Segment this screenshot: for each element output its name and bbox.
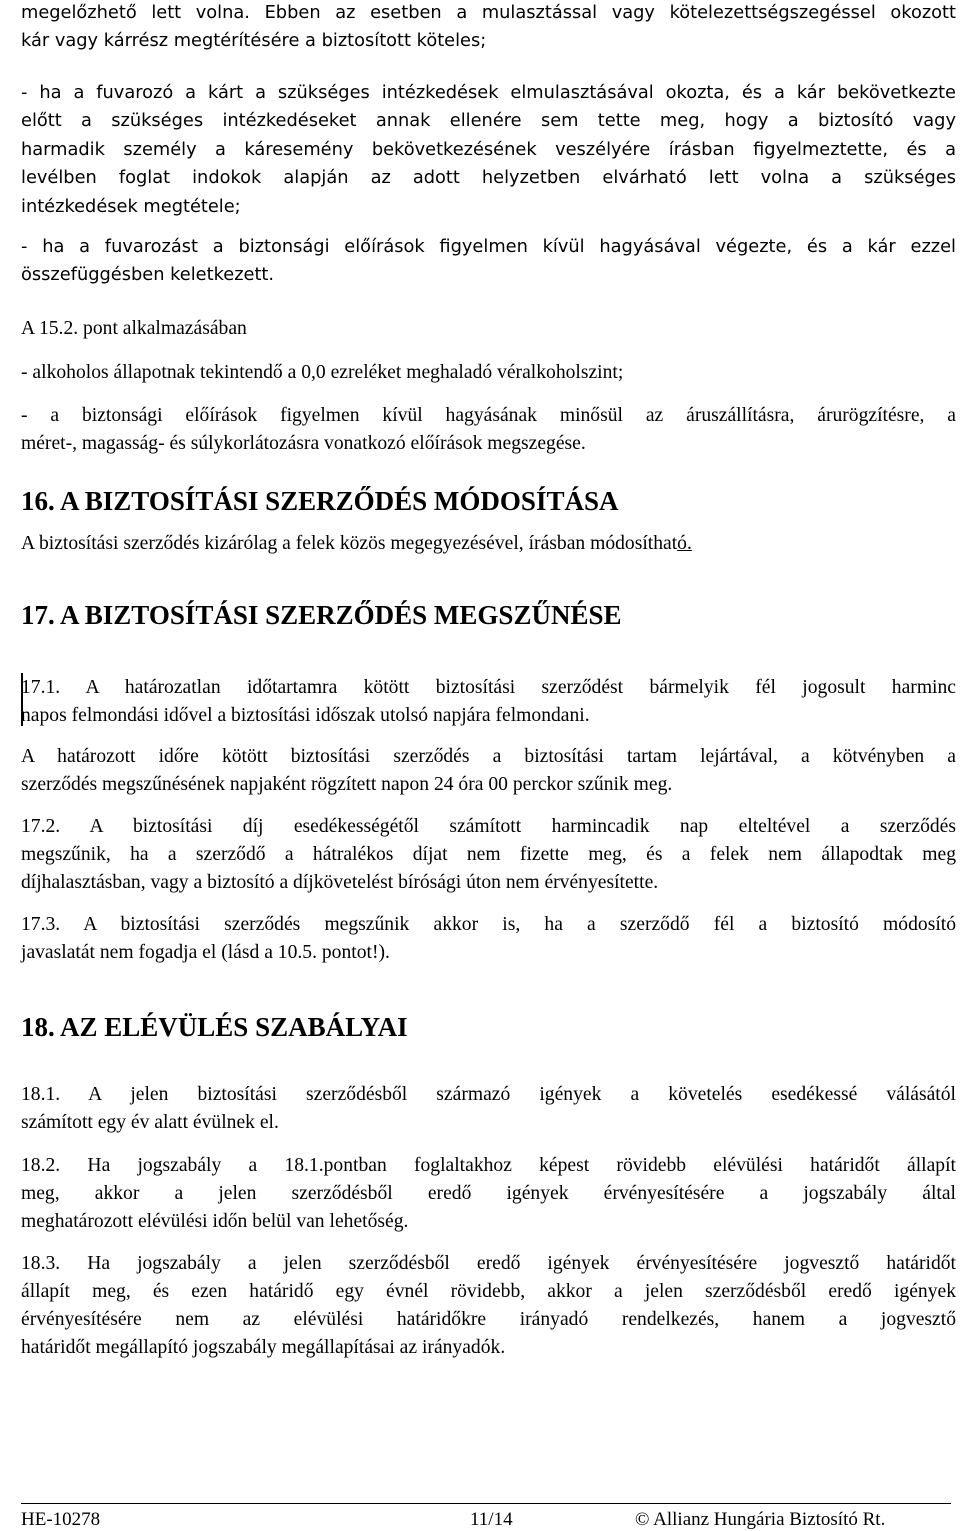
paragraph-line: harmadik személy a káresemény bekövetkezésének veszélyére írásban figyelmeztette, és a [21,139,956,160]
list-item: - a biztonsági előírások figyelmen kívül hagyásának minősül az áruszállításra, árurögzítésre, a [21,405,956,426]
paragraph-line: napos felmondási idővel a biztosítási időszak utolsó napjára felmondani. [21,705,590,726]
section-17-heading: 17. A BIZTOSÍTÁSI SZERZŐDÉS MEGSZŰNÉSE [21,600,622,630]
footer-doc-code: HE-10278 [21,1509,101,1530]
section-16-text-main: A biztosítási szerződés kizárólag a felek közös megegyezésével, írásban módosíthat [21,533,678,554]
paragraph-line: meg, akkor a jelen szerződésből eredő igények érvényesítésére a jogszabály által [21,1183,956,1204]
paragraph-line: megelőzhető lett volna. Ebben az esetben a mulasztással vagy kötelezettségszegéssel okozott [21,2,956,23]
paragraph-line: előtt a szükséges intézkedéseket annak ellenére sem tette meg, hogy a biztosító vagy [21,110,956,131]
paragraph-line: javaslatát nem fogadja el (lásd a 10.5. pontot!). [21,942,390,963]
paragraph-line: állapít meg, és ezen határidő egy évnél rövidebb, akkor a jelen szerződésből eredő igények [21,1281,956,1302]
paragraph-line: meghatározott elévülési időn belül van lehetőség. [21,1211,409,1232]
paragraph-line: kár vagy kárrész megtérítésére a biztosított köteles; [21,30,487,51]
paragraph-line: 18.1. A jelen biztosítási szerződésből származó igények a követelés esedékessé válásától [21,1084,956,1105]
paragraph-line: levélben foglat indokok alapján az adott helyzetben elvárható lett volna a szükséges [21,167,956,188]
paragraph-line: határidőt megállapító jogszabály megállapításai az irányadók. [21,1337,506,1358]
section-15-2-title: A 15.2. pont alkalmazásában [21,318,247,339]
paragraph-line: összefüggésben keletkezett. [21,264,275,285]
footer-divider [21,1503,951,1504]
paragraph-line: szerződés megszűnésének napjaként rögzített napon 24 óra 00 perckor szűnik meg. [21,774,673,795]
paragraph-line: 17.3. A biztosítási szerződés megszűnik akkor is, ha a szerződő fél a biztosító módosító [21,914,956,935]
paragraph-line: 18.2. Ha jogszabály a 18.1.pontban foglaltakhoz képest rövidebb elévülési határidőt állapít [21,1155,956,1176]
section-16-text [21,533,956,555]
paragraph-line: 17.2. A biztosítási díj esedékességétől számított harmincadik nap elteltével a szerződés [21,816,956,837]
paragraph-line: 18.3. Ha jogszabály a jelen szerződésből eredő igények érvényesítésére jogvesztő határidőt [21,1253,956,1274]
paragraph-line: díjhalasztásban, vagy a biztosító a díjkövetelést bírósági úton nem érvényesítette. [21,872,659,893]
section-18-heading: 18. AZ ELÉVÜLÉS SZABÁLYAI [21,1012,408,1042]
list-item: - alkoholos állapotnak tekintendő a 0,0 ezreléket meghaladó véralkoholszint; [21,362,624,383]
section-16-heading: 16. A BIZTOSÍTÁSI SZERZŐDÉS MÓDOSÍTÁSA [21,486,619,516]
paragraph-line: intézkedések megtétele; [21,196,241,217]
paragraph-line: számított egy év alatt évülnek el. [21,1112,279,1133]
paragraph-line: A határozott időre kötött biztosítási szerződés a biztosítási tartam lejártával, a kötvényben a [21,746,956,767]
footer-page-number: 11/14 [470,1509,513,1530]
list-item-continued: méret-, magasság- és súlykorlátozásra vonatkozó előírások megszegése. [21,433,586,454]
paragraph-line: érvényesítésére nem az elévülési határidőkre irányadó rendelkezés, hanem a jogvesztő [21,1309,956,1330]
section-16-text-underlined: ó. [677,533,692,554]
paragraph-line: 17.1. A határozatlan időtartamra kötött biztosítási szerződést bármelyik fél jogosult harminc [21,677,956,698]
paragraph-line: megszűnik, ha a szerződő a hátralékos díjat nem fizette meg, és a felek nem állapodtak meg [21,844,956,865]
paragraph-line: - ha a fuvarozó a kárt a szükséges intézkedések elmulasztásával okozta, és a kár bekövetkezte [21,82,956,103]
paragraph-line: - ha a fuvarozást a biztonsági előírások figyelmen kívül hagyásával végezte, és a kár ezzel [21,236,956,257]
footer-copyright: © Allianz Hungária Biztosító Rt. [635,1509,886,1530]
